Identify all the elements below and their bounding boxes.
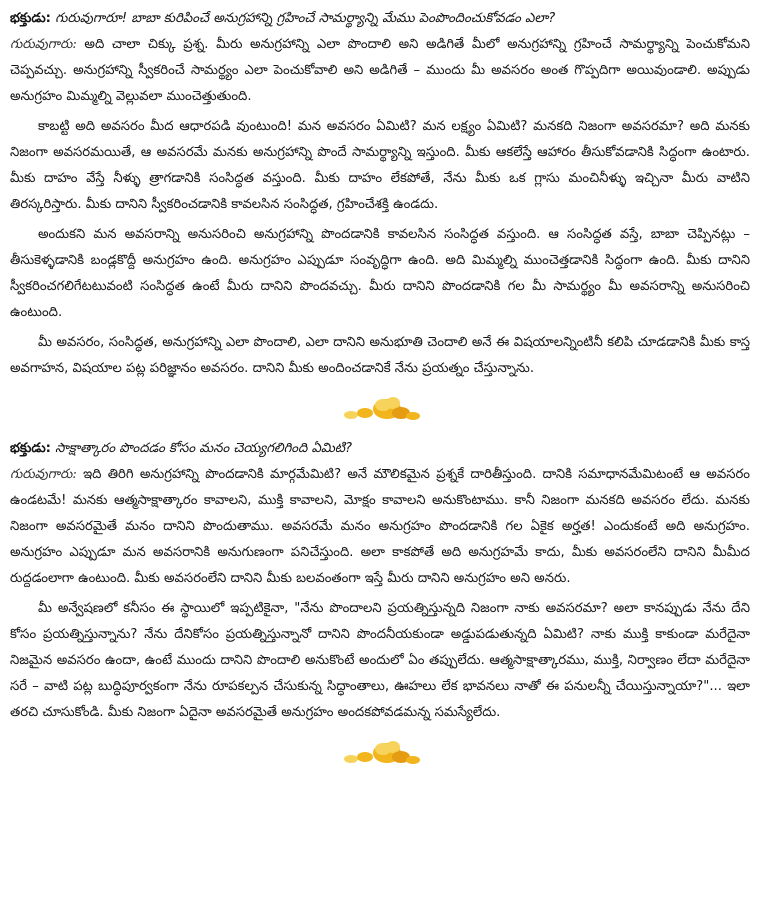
paragraph: మీ అన్వేషణలో కనీసం ఈ స్థాయిలో ఇప్పటికైనా, "నేను పొందాలని ప్రయత్నిస్తున్నది నిజంగా నాకు అవసరమా? అలా కానప్పుడు నేను దేని కోసం ప్రయత్నిస్తున్నాను? నేను దేనికోసం ప్రయత్నిస్తున్నానో దానిని పొందనీయకుండా అడ్డుపడుతున్నది ఏమిటి? నాకు ముక్తి కాకుండా మరేదైనా నిజమైన అవసరం ఉందా, ఉంటే ముందు దానిని పొందాలి అనుకొంటే అందులో ఏం తప్పులేదు. ఆత్మసాక్షాత్కారము, ముక్తి, నిర్వాణం లేదా మరేదైనా సరే – వాటి పట్ల బుద్ధిపూర్వకంగా నేను రూపకల్పన చేసుకున్న సిద్ధాంతాలు, ఊహలు లేక భావనలు నాతో ఈ పనులన్నీ చేయిస్తున్నాయా?"... ఇలా తరచి చూసుకోండి. మీకు నిజంగా ఏదైనా అవసరమైతే అనుగ్రహం అందకపోవడమన్న సమస్యేలేదు. <box>10 601 750 720</box>
guru-answer <box>10 462 750 592</box>
devotee-question <box>10 436 750 462</box>
devotee-label: భక్తుడు: <box>10 441 51 456</box>
question-text: గురువుగారూ! బాబా కురిపించే అనుగ్రహాన్ని గ్రహించే సామర్థ్యాన్ని మేము పెంపొందించుకోవడం ఎలా? <box>55 11 556 26</box>
answer-text: ఇది తిరిగి అనుగ్రహాన్ని పొందడానికి మార్గమేమిటి? అనే మౌలికమైన ప్రశ్నకే దారితీస్తుంది. దానికి సమాధానమేమిటంటే ఆ అవసరం ఉండటమే! మనకు ఆత్మసాక్షాత్కారం కావాలని, ముక్తి కావాలని, మోక్షం కావాలని అనుకొంటాము. కానీ నిజంగా మనకది అవసరం లేదు. మనకు నిజంగా అవసరమైతే మనం దానిని పొందుతాము. అవసరమే మనం అనుగ్రహం పొందడానికి గల ఏకైక అర్హత! ఎందుకంటే అది అనుగ్రహం. అనుగ్రహం ఎప్పుడూ మన అవసరానికి అనుగుణంగా పనిచేస్తుంది. అలా కాకపోతే అది అనుగ్రహమే కాదు, మీకు అవసరంలేని దానిని మీమీద రుద్దడంలాగా ఉంటుంది. మీకు అవసరంలేని దానిని మీకు బలవంతంగా ఇస్తే మీరు దానిని అనుగ్రహం అని అనరు. <box>10 467 750 586</box>
qa-section-1 <box>10 6 750 382</box>
paragraph: అందుకని మన అవసరాన్ని అనుసరించి అనుగ్రహాన్ని పొందడానికి కావలసిన సంసిద్ధత వస్తుంది. ఆ సంసిద్ధత వస్తే, బాబా చెప్పినట్లు – తీసుకెళ్ళడానికి బండ్లకొద్దీ అనుగ్రహం ఉంది. అనుగ్రహం ఎప్పుడూ సంవృద్ధిగా ఉంది. అది మిమ్మల్ని ముంచెత్తడానికి సిద్ధంగా ఉంది. మీకు దానిని స్వీకరించగలిగేటటువంటి సంసిద్ధత ఉంటే మీరు దానిని పొందవచ్చు. మీరు దానిని పొందడానికి గల మీ సామర్థ్యం మీ అవసరాన్ని అనుసరించి ఉంటుంది. <box>10 227 750 320</box>
document-page <box>10 6 750 780</box>
flower-divider-icon <box>10 386 750 426</box>
devotee-question <box>10 6 750 32</box>
devotee-label: భక్తుడు: <box>10 11 51 26</box>
paragraph: మీ అవసరం, సంసిద్ధత, అనుగ్రహాన్ని ఎలా పొందాలి, ఎలా దానిని అనుభూతి చెందాలి అనే ఈ విషయాలన్నింటినీ కలిపి చూడడానికి మీకు కాస్త అవగాహన, విషయాల పట్ల పరిజ్ఞానం అవసరం. దానిని మీకు అందించడానికే నేను ప్రయత్నం చేస్తున్నాను. <box>10 335 750 376</box>
guru-answer <box>10 32 750 110</box>
flower-divider-icon <box>10 730 750 770</box>
paragraph: కాబట్టి అది అవసరం మీద ఆధారపడి వుంటుంది! మన అవసరం ఏమిటి? మన లక్ష్యం ఏమిటి? మనకది నిజంగా అవసరమా? అది మనకు నిజంగా అవసరమయితే, ఆ అవసరమే మనకు అనుగ్రహాన్ని పొందే సామర్థ్యాన్ని ఇస్తుంది. మీకు ఆకలేస్తే ఆహారం తీసుకోవడానికి సిద్ధంగా ఉంటారు. మీకు దాహం వేస్తే నీళ్ళు త్రాగడానికి సంసిద్ధత వస్తుంది. మీకు దాహం లేకపోతే, నేను మీకు ఒక గ్లాసు మంచినీళ్ళు ఇచ్చినా మీరు వాటిని తిరస్కరిస్తారు. మీకు దానిని స్వీకరించడానికి కావలసిన సంసిద్ధత, గ్రహించేశక్తి ఉండదు. <box>10 119 750 212</box>
guru-label: గురువుగారు: <box>10 467 77 482</box>
answer-text: అది చాలా చిక్కు ప్రశ్న. మీరు అనుగ్రహాన్ని ఎలా పొందాలి అని అడిగితే మీలో అనుగ్రహాన్ని గ్రహించే సామర్థ్యాన్ని పెంచుకోమని చెప్పవచ్చు. అనుగ్రహాన్ని స్వీకరించే సామర్థ్యం ఎలా పెంచుకోవాలి అని అడిగితే – ముందు మీ అవసరం అంత గొప్పదిగా అయివుండాలి. అప్పుడు అనుగ్రహం మిమ్మల్ని వెల్లువలా ముంచెత్తుతుంది. <box>10 37 750 104</box>
qa-section-2 <box>10 436 750 726</box>
guru-label: గురువుగారు: <box>10 37 77 52</box>
question-text: సాక్షాత్కారం పొందడం కోసం మనం చెయ్యగలిగింది ఏమిటి? <box>55 441 352 456</box>
